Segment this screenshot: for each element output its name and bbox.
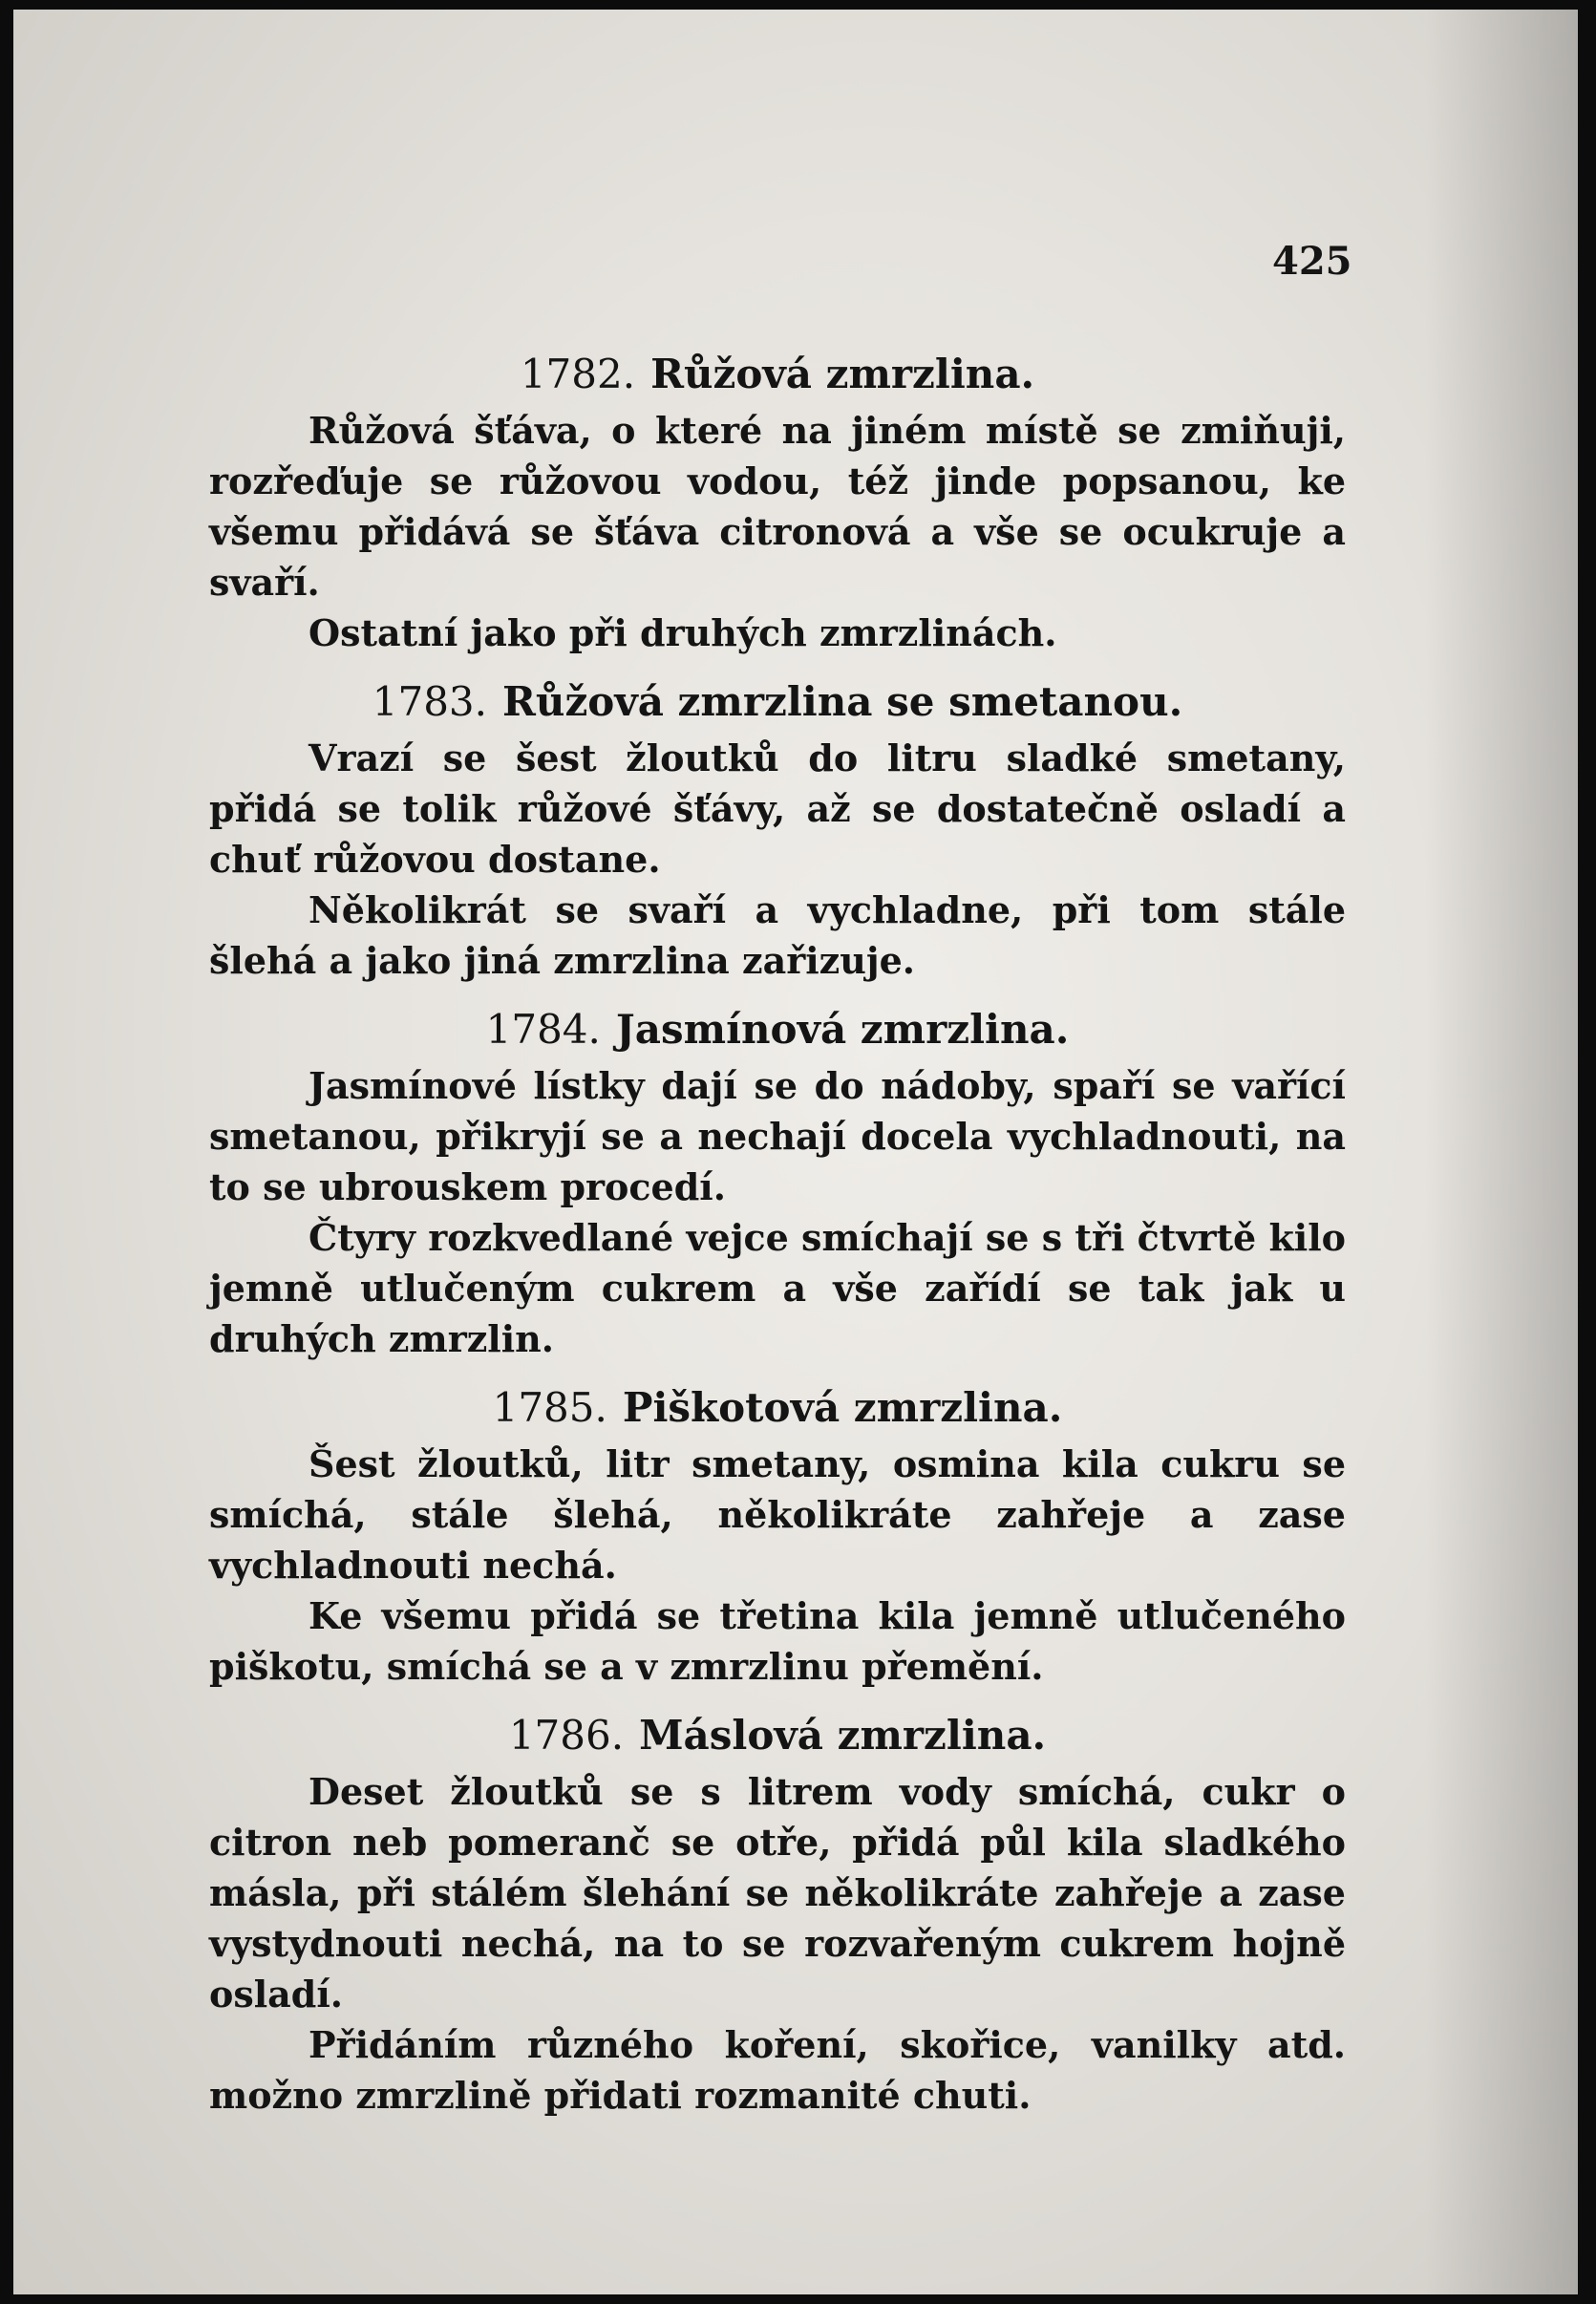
recipe-number: 1782. [520,351,636,397]
recipe-heading [209,1705,1346,1766]
recipe-paragraph: Ostatní jako při druhých zmrzlinách. [309,611,1057,654]
recipe-paragraph: Ke všemu přidá se třetina kila jemně utlučeného piškotu, smíchá se a v zmrzlinu přemění. [209,1594,1346,1688]
page-edge-shadow [1425,10,1578,2294]
recipe-title: Máslová zmrzlina. [639,1712,1047,1759]
recipe-heading [209,344,1346,405]
book-page [13,10,1578,2294]
recipe-paragraph: Jasmínové lístky dají se do nádoby, spaří se vařící smetanou, přikryjí se a nechají docela vychladnouti, na to se ubrouskem procedí. [209,1064,1346,1208]
recipe-number: 1783. [372,678,488,725]
recipe-number: 1784. [485,1006,601,1053]
recipe-heading [209,672,1346,733]
recipe-title: Jasmínová zmrzlina. [615,1006,1070,1053]
recipe-paragraph: Růžová šťáva, o které na jiném místě se zmiňuji, rozřeďuje se růžovou vodou, též jinde popsanou, ke všemu přidává se šťáva citronová a vše se ocukruje a svaří. [209,409,1346,604]
recipe-paragraph: Vrazí se šest žloutků do litru sladké smetany, přidá se tolik růžové šťávy, až se dostatečně osladí a chuť růžovou dostane. [209,736,1346,881]
recipe-number: 1786. [508,1712,625,1759]
recipe-title: Růžová zmrzlina se smetanou. [502,678,1183,725]
page-number: 425 [1272,239,1352,284]
recipe-section [209,999,1346,1364]
recipe-section [209,672,1346,986]
recipe-heading [209,1377,1346,1439]
recipe-section [209,1377,1346,1692]
recipe-paragraph: Čtyry rozkvedlané vejce smíchají se s tři čtvrtě kilo jemně utlučeným cukrem a vše zařídí se tak jak u druhých zmrzlin. [209,1216,1346,1360]
recipe-section [209,1705,1346,2121]
recipe-paragraph: Několikrát se svaří a vychladne, při tom stále šlehá a jako jiná zmrzlina zařizuje. [209,888,1346,982]
recipe-paragraph: Přidáním různého koření, skořice, vanilky atd. možno zmrzlině přidati rozmanité chuti. [209,2023,1346,2117]
recipe-section [209,344,1346,658]
recipe-paragraph: Deset žloutků se s litrem vody smíchá, cukr o citron neb pomeranč se otře, přidá půl kila sladkého másla, při stálém šlehání se několikráte zahřeje a zase vystydnouti nechá, na to se rozvařeným cukrem hojně osladí. [209,1770,1346,2016]
recipe-title: Piškotová zmrzlina. [622,1384,1063,1431]
recipe-title: Růžová zmrzlina. [650,351,1035,397]
recipe-number: 1785. [492,1384,607,1431]
recipe-paragraph: Šest žloutků, litr smetany, osmina kila cukru se smíchá, stále šlehá, několikráte zahřeje a zase vychladnouti nechá. [209,1442,1346,1587]
page-content [209,344,1346,2121]
recipe-heading [209,999,1346,1060]
